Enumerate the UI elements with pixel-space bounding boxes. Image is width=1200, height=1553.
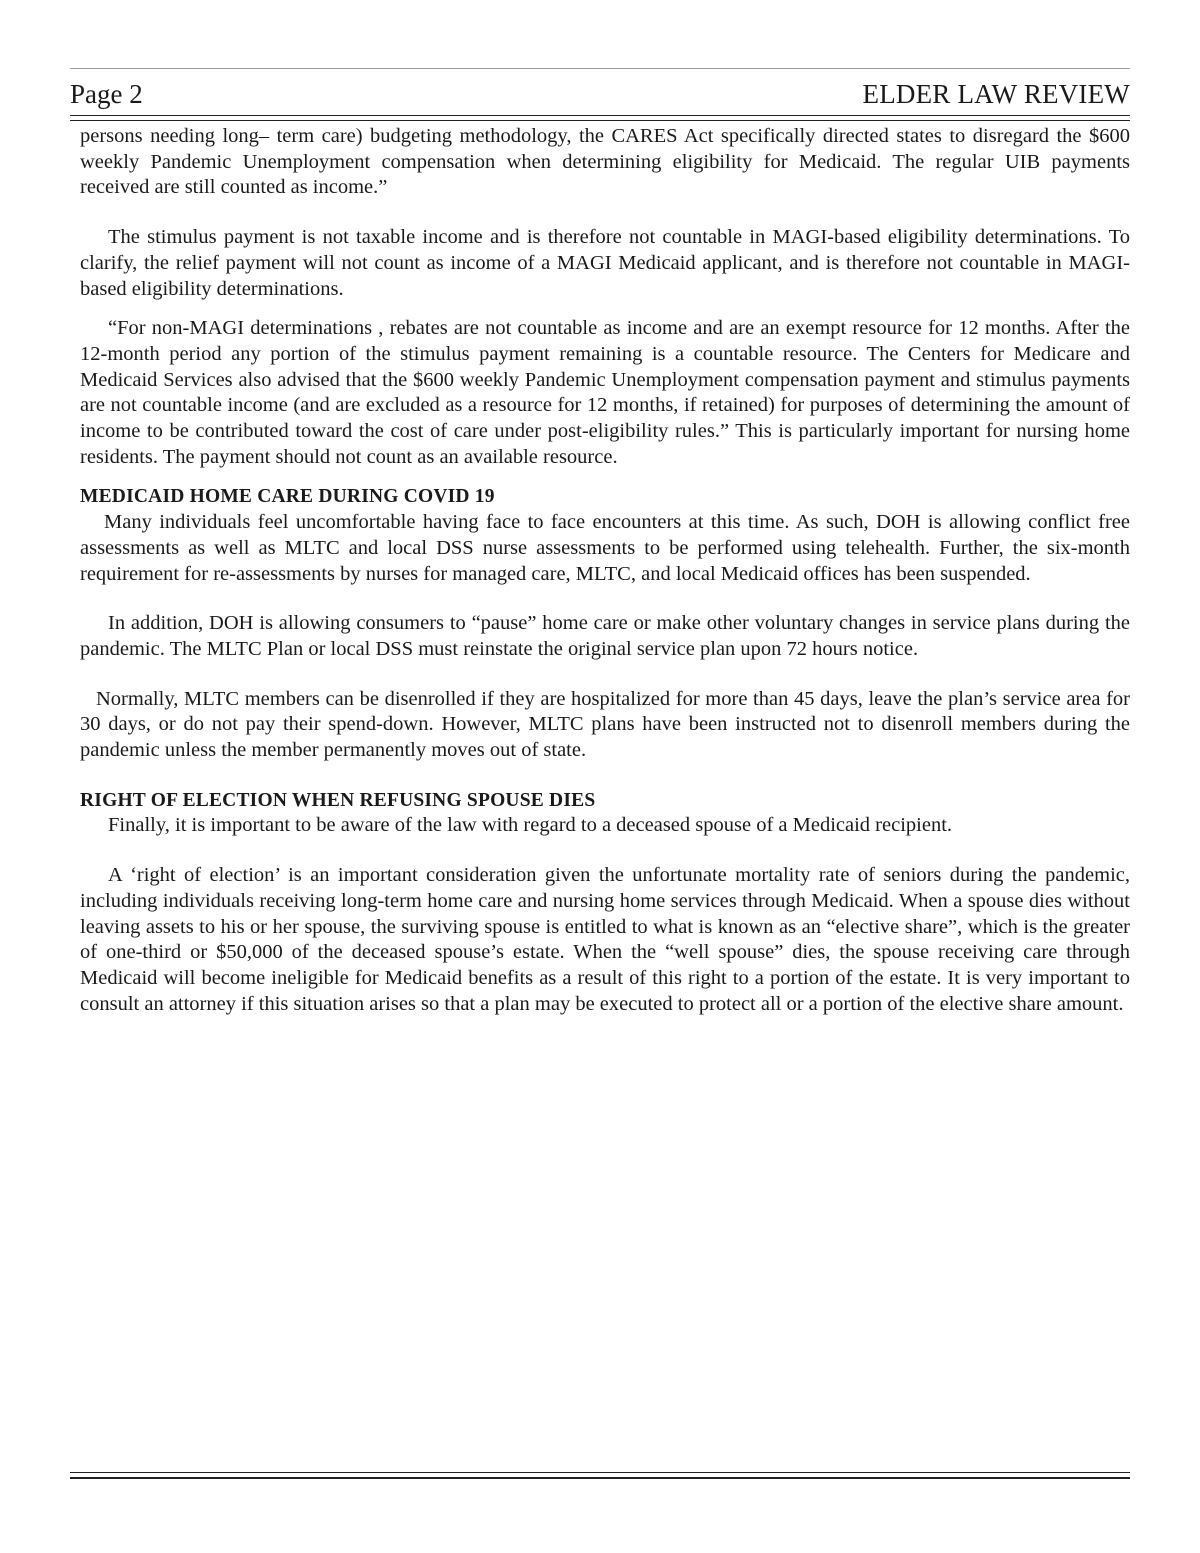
article-body	[80, 124, 1130, 1017]
paragraph-continued: persons needing long– term care) budgeting methodology, the CARES Act specifically directed states to disregard the $600 weekly Pandemic Unemployment compensation when determining eligibility for Medicaid. The regular UIB payments received are still counted as income.”	[80, 125, 1130, 199]
paragraph-disenroll: Normally, MLTC members can be disenrolled if they are hospitalized for more than 45 days, leave the plan’s service area for 30 days, or do not pay their spend-down. However, MLTC plans have been instructed not to disenroll members during the pandemic unless the member permanently moves out of state.	[80, 687, 1130, 762]
footer-divider	[70, 1472, 1130, 1479]
paragraph-pause-care: In addition, DOH is allowing consumers to “pause” home care or make other voluntary changes in service plans during the pandemic. The MLTC Plan or local DSS must reinstate the original service plan upon 72 hours notice.	[80, 612, 1130, 660]
header-divider	[70, 115, 1130, 121]
paragraph-stimulus: The stimulus payment is not taxable income and is therefore not countable in MAGI-based eligibility determinations. To clarify, the relief payment will not count as income of a MAGI Medicaid applicant, and is therefore not countable in MAGI-based eligibility determinations.	[80, 226, 1130, 300]
section-heading-home-care: MEDICAID HOME CARE DURING COVID 19	[80, 486, 495, 508]
paragraph-non-magi: “For non-MAGI determinations , rebates are not countable as income and are an exempt resource for 12 months. After the 12-month period any portion of the stimulus payment remaining is a countable resource. The Centers for Medicare and Medicaid Services also advised that the $600 weekly Pandemic Unemployment compensation payment and stimulus payments are not countable income (and are excluded as a resource for 12 months, if retained) for purposes of determining the amount of income to be contributed toward the cost of care under post-eligibility rules.” This is particularly important for nursing home residents. The payment should not count as an available resource.	[80, 317, 1130, 468]
paragraph-elective-share: A ‘right of election’ is an important consideration given the unfortunate mortality rate of seniors during the pandemic, including individuals receiving long-term home care and nursing home services through Medicaid. When a spouse dies without leaving assets to his or her spouse, the surviving spouse is entitled to what is known as an “elective share”, which is the greater of one-third or $50,000 of the deceased spouse’s estate. When the “well spouse” dies, the spouse receiving care through Medicaid will become ineligible for Medicaid benefits as a result of this right to a portion of the estate. It is very important to consult an attorney if this situation arises so that a plan may be executed to protect all or a portion of the elective share amount.	[80, 864, 1130, 1015]
page-header	[70, 77, 1130, 117]
publication-title: ELDER LAW REVIEW	[862, 79, 1130, 109]
section-heading-right-of-election: RIGHT OF ELECTION WHEN REFUSING SPOUSE DIES	[80, 789, 596, 811]
paragraph-telehealth: Many individuals feel uncomfortable having face to face encounters at this time. As such, DOH is allowing conflict free assessments as well as MLTC and local DSS nurse assessments to be performed using telehealth. Further, the six-month requirement for re-assessments by nurses for managed care, MLTC, and local Medicaid offices has been suspended.	[80, 511, 1130, 585]
page-number: Page 2	[70, 79, 143, 109]
paragraph-deceased-spouse: Finally, it is important to be aware of the law with regard to a deceased spouse of a Medicaid recipient.	[108, 814, 953, 837]
top-divider	[70, 68, 1130, 69]
